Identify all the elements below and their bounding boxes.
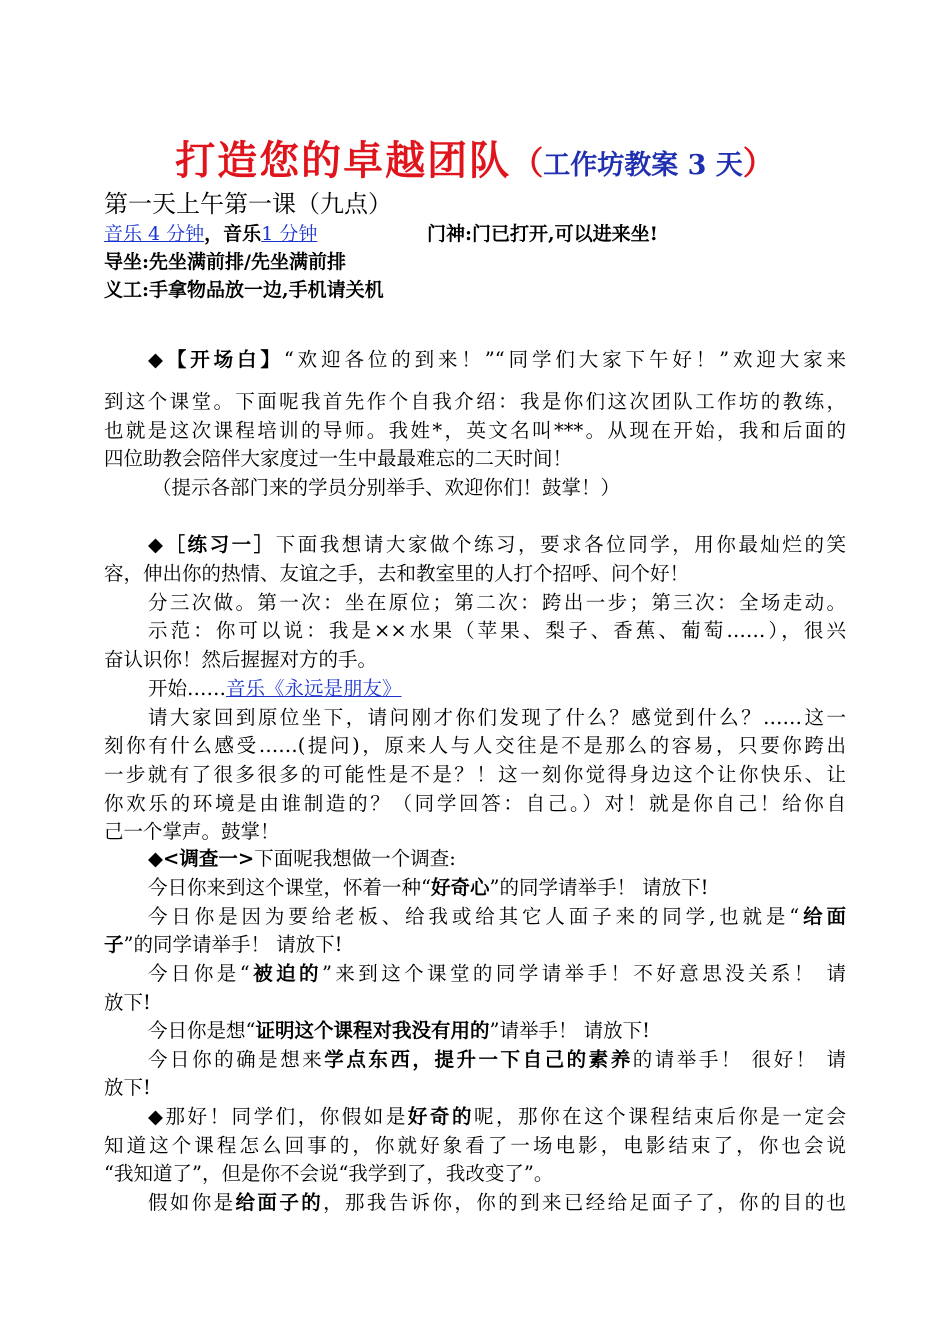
volunteer-instruction: 义工:手拿物品放一边,手机请关机 [104, 279, 384, 301]
closing-line-3: “我知道了”，但是你不会说“我学到了，我改变了”。 [104, 1162, 554, 1185]
opening-label: ◆【开场白】 [148, 348, 284, 371]
survey-question-face-line-2: 子”的同学请举手！ 请放下! [104, 933, 343, 956]
survey-question-learn-line-1: 今日你的确是想来学点东西，提升一下自己的素养的请举手！ 很好！ 请 [148, 1048, 846, 1071]
seat-instruction: 导坐:先坐满前排/先坐满前排 [104, 251, 346, 273]
survey-question-curiosity: 今日你来到这个课堂，怀着一种“好奇心”的同学请举手！ 请放下! [148, 876, 709, 899]
music-forever-friends-link[interactable]: 音乐《永远是朋友》 [226, 677, 402, 700]
exercise-para-line-1: 请大家回到原位坐下，请问刚才你们发现了什么？感觉到什么？……这一 [148, 706, 846, 729]
music-1min-link[interactable]: 1 分钟 [261, 223, 318, 245]
exercise-line-1: ◆［练习一］下面我想请大家做个练习，要求各位同学，用你最灿烂的笑 [148, 533, 846, 556]
exercise-label: ◆［练习一］ [148, 533, 276, 556]
survey-label: ◆<调查一> [148, 847, 255, 870]
setup-line-music [104, 220, 317, 248]
exercise-para-line-4: 你欢乐的环境是由谁制造的？（同学回答：自己。）对！就是你自己！给你自 [104, 792, 846, 815]
opening-line-2: 到这个课堂。下面呢我首先作个自我介绍：我是你们这次团队工作坊的教练， [104, 390, 846, 413]
survey-question-forced-line-1: 今日你是“被迫的”来到这个课堂的同学请举手！不好意思没关系！ 请 [148, 962, 846, 985]
survey-question-forced-line-2: 放下! [104, 991, 151, 1014]
exercise-para-line-2: 刻你有什么感受……(提问)，原来人与人交往是不是那么的容易，只要你跨出 [104, 734, 846, 757]
survey-question-prove: 今日你是想“证明这个课程对我没有用的”请举手！ 请放下! [148, 1019, 651, 1042]
opening-line-1: ◆【开场白】“欢迎各位的到来！”“同学们大家下午好！”欢迎大家来 [148, 348, 846, 371]
music-4min-link[interactable]: 音乐 4 分钟 [104, 223, 205, 245]
door-instruction: 门神:门已打开,可以进来坐! [427, 223, 658, 245]
exercise-line-5: 奋认识你！然后握握对方的手。 [104, 648, 378, 671]
music-separator: ，音乐 [204, 223, 262, 245]
closing-line-1: ◆那好！同学们，你假如是好奇的呢，那你在这个课程结束后你是一定会 [148, 1105, 846, 1128]
title-main: 打造您的卓越团队 [175, 137, 512, 184]
exercise-start-line: 开始……音乐《永远是朋友》 [148, 677, 402, 700]
exercise-line-3: 分三次做。第一次：坐在原位；第二次：跨出一步；第三次：全场走动。 [148, 591, 846, 614]
exercise-line-4: 示范：你可以说：我是××水果（苹果、梨子、香蕉、葡萄……），很兴 [148, 619, 846, 642]
survey-intro-line: ◆<调查一>下面呢我想做一个调查: [148, 847, 456, 870]
survey-question-face-line-1: 今日你是因为要给老板、给我或给其它人面子来的同学,也就是“给面 [148, 905, 846, 928]
title-paren-open: （ [511, 144, 544, 182]
title-subtitle: 工作坊教案 3 天 [543, 150, 743, 181]
opening-line-4: 四位助教会陪伴大家度过一生中最最难忘的二天时间！ [104, 447, 573, 470]
exercise-para-line-5: 己一个掌声。鼓掌！ [104, 820, 280, 843]
exercise-para-line-3: 一步就有了很多很多的可能性是不是？！这一刻你觉得身边这个让你快乐、让 [104, 763, 846, 786]
survey-question-learn-line-2: 放下! [104, 1076, 151, 1099]
opening-line-5: （提示各部门来的学员分别举手、欢迎你们！鼓掌！） [152, 476, 621, 499]
closing-line-2: 知道这个课程怎么回事的，你就好象看了一场电影，电影结束了，你也会说 [104, 1134, 846, 1157]
opening-line-3: 也就是这次课程培训的导师。我姓*，英文名叫***。从现在开始，我和后面的 [104, 419, 846, 442]
title-paren-close: ） [742, 144, 775, 182]
document-title [0, 138, 950, 192]
exercise-line-2: 容，伸出你的热情、友谊之手，去和教室里的人打个招呼、问个好！ [104, 562, 690, 585]
day-heading: 第一天上午第一课（九点） [104, 190, 392, 218]
closing-line-4: 假如你是给面子的，那我告诉你，你的到来已经给足面子了，你的目的也 [148, 1191, 846, 1214]
